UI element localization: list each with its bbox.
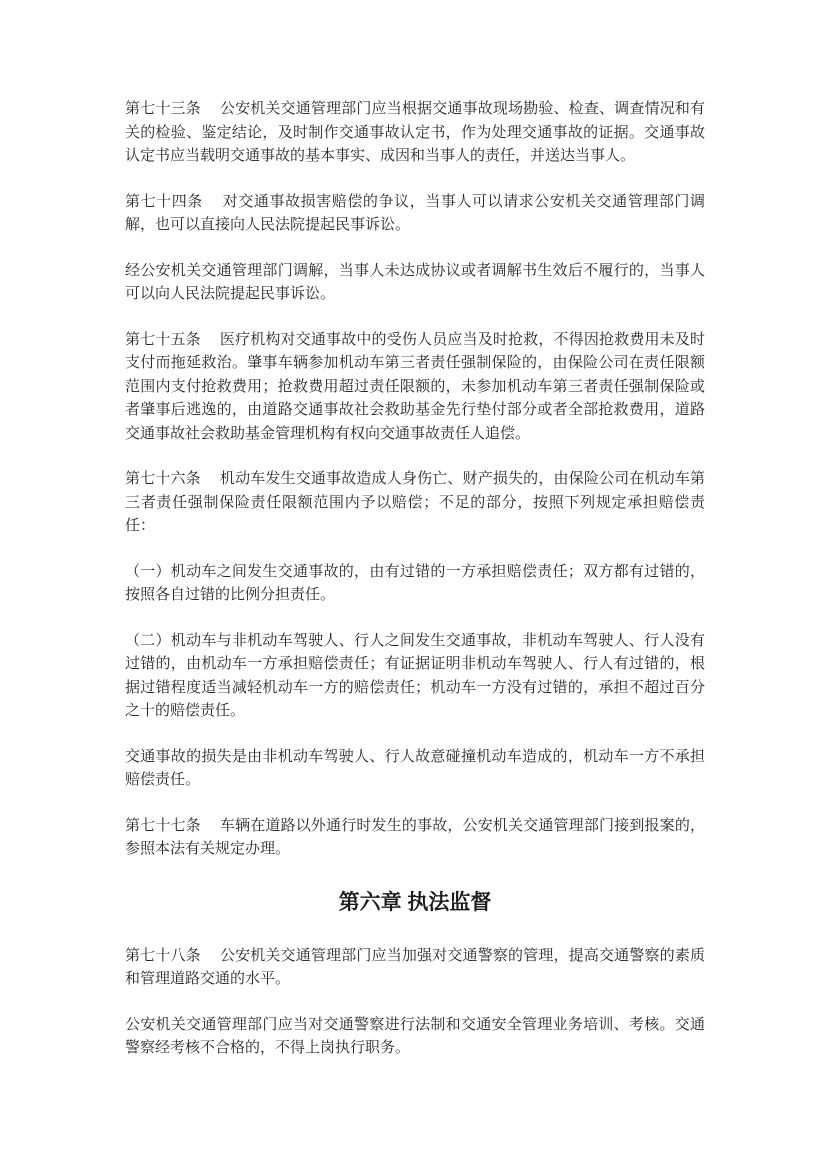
paragraph-article-76-item-2: （二）机动车与非机动车驾驶人、行人之间发生交通事故，非机动车驾驶人、行人没有过错的，由机动车一方承担赔偿责任；有证据证明非机动车驾驶人、行人有过错的，根据过错程度适当减轻机动车一方的赔偿责任；机动车一方没有过错的，承担不超过百分之十的赔偿责任。: [125, 632, 705, 719]
paragraph-article-78-cont: 公安机关交通管理部门应当对交通警察进行法制和交通安全管理业务培训、考核。交通警察经考核不合格的，不得上岗执行职务。: [125, 1016, 705, 1056]
paragraph-article-78: 第七十八条 公安机关交通管理部门应当加强对交通警察的管理，提高交通警察的素质和管理道路交通的水平。: [125, 947, 705, 987]
paragraph-article-73: 第七十三条 公安机关交通管理部门应当根据交通事故现场勘验、检查、调查情况和有关的检验、鉴定结论，及时制作交通事故认定书，作为处理交通事故的证据。交通事故认定书应当载明交通事故的基本事实、成因和当事人的责任，并送达当事人。: [125, 101, 705, 164]
chapter-heading: 第六章 执法监督: [338, 890, 492, 914]
paragraph-article-76-item-1: （一）机动车之间发生交通事故的，由有过错的一方承担赔偿责任；双方都有过错的，按照各自过错的比例分担责任。: [125, 563, 705, 603]
paragraph-article-77: 第七十七条 车辆在道路以外通行时发生的事故，公安机关交通管理部门接到报案的，参照本法有关规定办理。: [125, 817, 705, 857]
paragraph-article-76: 第七十六条 机动车发生交通事故造成人身伤亡、财产损失的，由保险公司在机动车第三者责任强制保险责任限额范围内予以赔偿；不足的部分，按照下列规定承担赔偿责任：: [125, 471, 705, 534]
paragraph-article-75: 第七十五条 医疗机构对交通事故中的受伤人员应当及时抢救，不得因抢救费用未及时支付而拖延救治。肇事车辆参加机动车第三者责任强制保险的，由保险公司在责任限额范围内支付抢救费用；抢救费用超过责任限额的，未参加机动车第三者责任强制保险或者肇事后逃逸的，由道路交通事故社会救助基金先行垫付部分或者全部抢救费用，道路交通事故社会救助基金管理机构有权向交通事故责任人追偿。: [125, 331, 705, 442]
paragraph-article-74: 第七十四条 对交通事故损害赔偿的争议，当事人可以请求公安机关交通管理部门调解，也可以直接向人民法院提起民事诉讼。: [125, 193, 705, 233]
paragraph-article-76-cont: 交通事故的损失是由非机动车驾驶人、行人故意碰撞机动车造成的，机动车一方不承担赔偿责任。: [125, 748, 705, 788]
paragraph-article-74-cont: 经公安机关交通管理部门调解，当事人未达成协议或者调解书生效后不履行的，当事人可以向人民法院提起民事诉讼。: [125, 262, 705, 302]
